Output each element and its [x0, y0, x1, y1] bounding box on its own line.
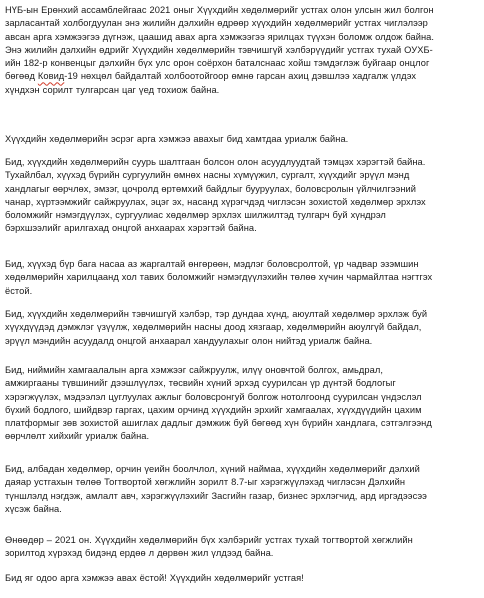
text-line: Хүүхдийн хөдөлмөрийн эсрэг арга хэмжээ авахыг бид хамтдаа уриалж байна.	[5, 134, 349, 144]
text-line: Бид, хүүхэд бүр бага насаа аз жаргалтай өнгөрөөн, мэдлэг боловсролтой, үр чадвар эзэмшин	[5, 259, 419, 269]
text-line: Өнөөдөр – 2021 он. Хүүхдийн хөдөлмөрийн бүх хэлбэрийг устгах тухай тогтвортой хөгжлийн	[5, 535, 413, 545]
text-line: бүхий бодлого, шийдвэр гаргах, цахим орчинд хүүхдийн эрхийг хамгаалах, хүүхдүүдийн цахим	[5, 404, 422, 415]
text-line: хүүхдүүдэд дэмжлэг үзүүлж, хөдөлмөрийн насны доод хязгаар, хөдөлмөрийн аюулгүй байдал,	[5, 322, 422, 333]
text-line: өөрчлөлт хийхийг уриалж байна.	[5, 431, 150, 442]
text-line: зорилтод хүрэхэд бидэнд ердөө л дөрвөн жил үлдээд байна.	[5, 548, 274, 559]
paragraph-root-causes	[5, 156, 426, 236]
text-line: платформыг зөв зохистой ашиглах дадлыг дэмжиж буй бөгөөд хүн бүрийн хандлага, сэтгэлгээнд	[5, 418, 432, 429]
text-line: НҮБ-ын Ерөнхий ассамблейгаас 2021 оныг Хүүхдийн хөдөлмөрийг устгах олон улсын жил болгон	[5, 5, 434, 15]
text-line: түншлэлд нэгдэж, амлалт авч, хэрэгжүүлэхийг Засгийн газар, бизнес эрхлэгчид, ард иргэдээсээ	[5, 490, 427, 501]
paragraph-deadline	[5, 534, 413, 561]
text-fragment: бөгөөд	[5, 71, 38, 82]
text-line: эрүүл мэндийн асуудалд онцгой анхаарал хандуулахыг олон нийтэд уриалж байна.	[5, 335, 373, 346]
paragraph-happy-childhood	[5, 258, 432, 298]
text-line: ийн 182-р конвенцыг дэлхийн бүх улс орон соёрхон баталснаас хойш тэмдэглэж буйгаар онцлог	[5, 58, 430, 69]
spellcheck-flagged-word[interactable]: Ковид	[37, 71, 65, 82]
text-line: бэрхшээлийг арилгахад онцгой анхаарах хэрэгтэй байна.	[5, 223, 257, 234]
paragraph-worst-forms	[5, 308, 427, 348]
paragraph-social-protection	[5, 364, 432, 444]
paragraph-intro	[5, 4, 434, 97]
text-line: Бид, хүүхдийн хөдөлмөрийн тэвчишгүй хэлбэр, тэр дундаа хүнд, аюултай хөдөлмөр эрхлэж буй	[5, 309, 428, 319]
text-line: хэрэгжүүлэх, мэдээлэл цуглуулах ажлыг боловсронгуй болгож нотолгоонд суурилсан үндэслэл	[5, 391, 422, 402]
text-line: авсан арга хэмжээгээ дүгнэж, цаашид авах арга хэмжээгээ ярилцах түүхэн боломж олдож байна.	[5, 31, 435, 42]
text-line: зарласантай холбогдуулан энэ жилийн дэлхийн өдрөөр хүүхдийн хөдөлмөрийг устгах чиглэлээр	[5, 18, 428, 29]
text-line: хүсэж байна.	[5, 503, 62, 514]
text-line: ёстой.	[5, 285, 33, 296]
text-line: Бид, хүүхдийн хөдөлмөрийн суурь шалтгаан болсон олон асуудлуудтай тэмцэх хэрэгтэй байна.	[5, 157, 426, 167]
paragraph-global-partnership	[5, 463, 427, 516]
text-line: Бид, ниймийн хамгаалалын арга хэмжээг сайжруулж, илүү оновчтой болгох, амьдрал,	[5, 365, 383, 375]
text-line: Энэ жилийн дэлхийн өдрийг Хүүхдийн хөдөлмөрийн тэвчишгүй хэлбэрүүдийг устгах тухай ОУХБ-	[5, 44, 433, 55]
text-fragment: -19 нөхцөл байдалтай холбоотойгоор өмнө гарсан ахиц дэвшлээ хадгалж үлдэх	[64, 71, 417, 82]
text-line: хөдөлмөрийн харилцаанд хол тавих боломжийг нэмэгдүүлэхийн төлөө хүчин чармайлтаа нэгтгэх	[5, 272, 433, 283]
text-line: Бид яг одоо арга хэмжээ авах ёстой! Хүүхдийн хөдөлмөрийг устгая!	[5, 573, 304, 583]
text-line: даяар устгахын төлөө Тогтвортой хөгжлийн зорилт 8.7-ыг хэрэгжүүлэхэд чиглэсэн Дэлхийн	[5, 477, 406, 488]
text-line: Бид, албадан хөдөлмөр, орчин үеийн боолчлол, хүний наймаа, хүүхдийн хөдөлмөрийг дэлхий	[5, 464, 420, 474]
text-line	[5, 70, 434, 83]
text-line: Тухайлбал, хүүхэд бүрийн сургуулийн өмнөх насны хүмүүжил, сургалт, хүүхдийг эрүүл мэнд	[5, 170, 410, 181]
text-line: чанар, хүртээмжийг сайжруулах, эцэг эх, насанд хүрэгчдэд чиглэсэн зохистой хөдөлмөр эрхлэх	[5, 196, 426, 207]
paragraph-call-to-action	[5, 133, 348, 146]
text-line: амжиргааны түвшинийг дээшлүүлэх, төсвийн хүний эрхэд суурилсан үр дүнтэй бодлогыг	[5, 378, 396, 389]
text-line: хүндхэн сорилт тулгарсан цаг үед тохиож байна.	[5, 84, 220, 95]
text-line: хандлагыг өөрчлөх, эмзэг, цочролд өртөмхий байдлыг бууруулах, боловсролын үйлчилгээний	[5, 183, 417, 194]
text-line: боломжийг нэмэгдүүлэх, сургуулиас хөдөлмөр эрхлэх шилжилтэд тулгарч буй хүндрэл	[5, 210, 386, 221]
paragraph-closing	[5, 572, 304, 585]
